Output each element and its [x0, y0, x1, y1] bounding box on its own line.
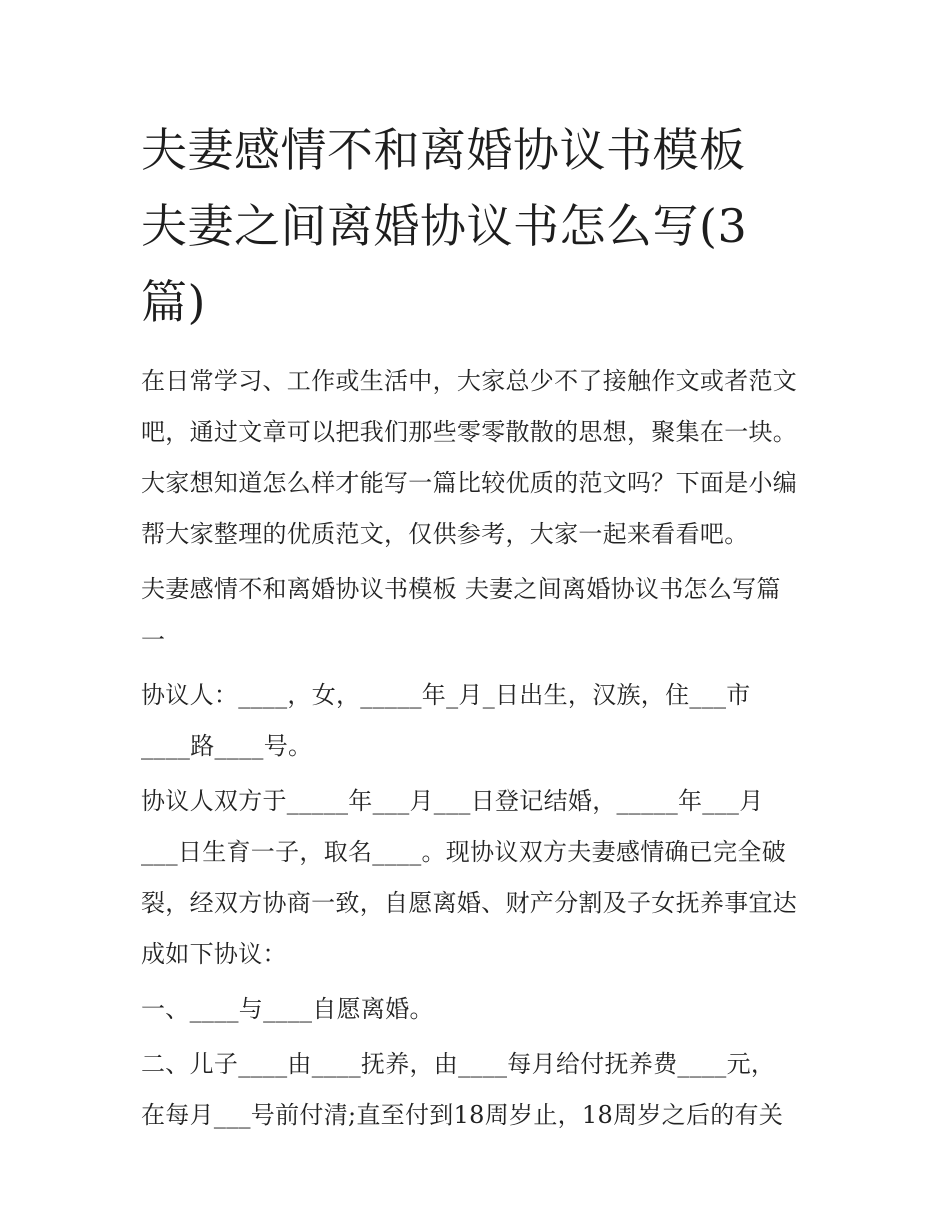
clause-two-paragraph: 二、儿子____由____抚养，由____每月给付抚养费____元， 在每月___号前付清;直至付到18周岁止，18周岁之后的有关 [141, 1050, 784, 1129]
intro-paragraph: 在日常学习、工作或生活中，大家总少不了接触作文或者范文 吧，通过文章可以把我们那些零零散散的思想，聚集在一块。 大家想知道怎么样才能写一篇比较优质的范文吗？下面是小编 帮大家整理的优质范文，仅供参考，大家一起来看看吧。 [141, 367, 798, 548]
document-page [141, 112, 816, 1141]
clause-one-paragraph: 一、____与____自愿离婚。 [141, 995, 434, 1023]
section-heading-one: 夫妻感情不和离婚协议书模板 夫妻之间离婚协议书怎么写篇 一 [141, 575, 781, 654]
document-title: 夫妻感情不和离婚协议书模板 夫妻之间离婚协议书怎么写(3 篇) [141, 123, 748, 329]
party-info-paragraph: 协议人：____，女，_____年_月_日出生，汉族，住___市 ____路____号。 [141, 681, 751, 760]
marriage-info-paragraph: 协议人双方于_____年___月___日登记结婚，_____年___月 ___日生育一子，取名____。现协议双方夫妻感情确已完全破 裂，经双方协商一致，自愿离婚、财产分割及子女抚养事宜达 成如下协议： [141, 787, 798, 968]
